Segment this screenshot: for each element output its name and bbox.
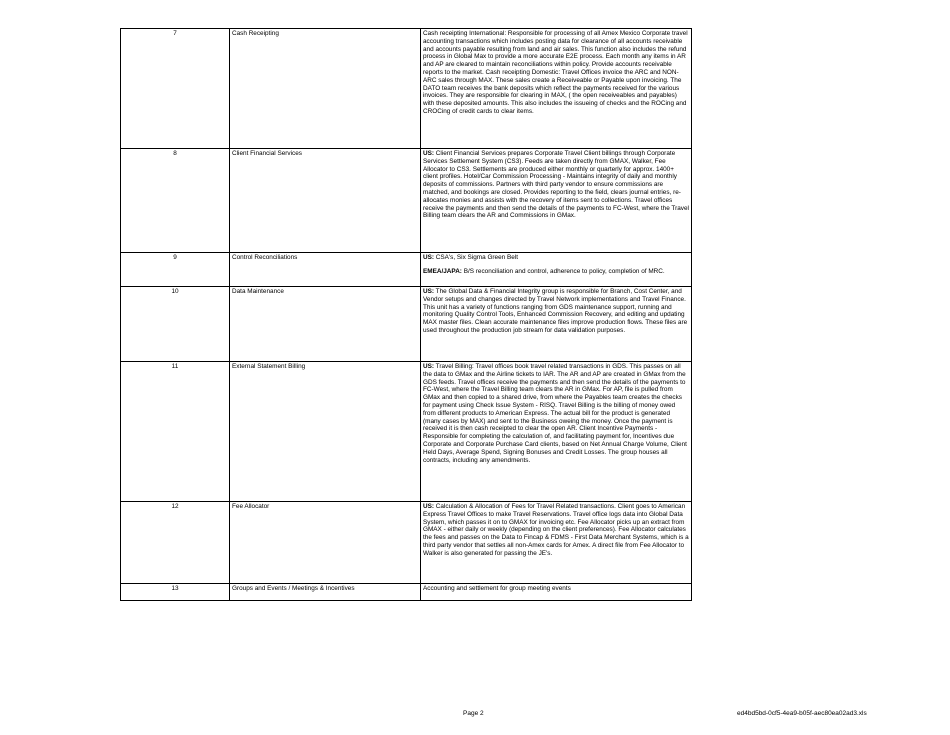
description-paragraph bbox=[423, 268, 689, 276]
description-text: Travel Billing: Travel offices book travel related transactions in GDS. This passes on all the data to GMax and the Airline tickets to IAR. The AR and AP are created in GMax from the GDS feeds. Travel offices receive the payments and then send the details of the payments to FC-West, where the Travel Billing team clears the AR in GMax. For AP, file is pulled from GMax and then copied to a shared drive, from where the Payables team creates the checks for payment using Check Issue System - RISQ. Travel Billing is the billing of money owed from different products to American Express. The actual bill for the product is generated (many cases by MAX) and sent to the Business oweing the money. Once the payment is received it is then cash receipted to clear the open AR. Client Incentive Payments - Responsible for completing the calculation of, and facilitating payment for, Incentives due Corporate and Corporate Purchase Card clients, based on Net Annual Charge Volume, Client Held Days, Average Spend, Signing Bonuses and Credit Losses. The group houses all contracts, including any amendments. bbox=[423, 363, 687, 464]
process-name: Fee Allocator bbox=[230, 502, 421, 584]
description-text: Accounting and settlement for group meeting events bbox=[423, 585, 571, 592]
process-description bbox=[421, 149, 692, 253]
region-label: US: bbox=[423, 363, 435, 370]
region-label: US: bbox=[423, 254, 435, 261]
row-number: 13 bbox=[121, 584, 230, 601]
process-name: Client Financial Services bbox=[230, 149, 421, 253]
table-row bbox=[121, 253, 692, 287]
process-name: Cash Receipting bbox=[230, 29, 421, 149]
region-label: US: bbox=[423, 150, 435, 157]
description-paragraph bbox=[423, 585, 689, 593]
description-paragraph bbox=[423, 503, 689, 558]
description-paragraph bbox=[423, 288, 689, 335]
row-number: 10 bbox=[121, 287, 230, 362]
region-label: EMEA/JAPA: bbox=[423, 267, 462, 275]
description-text: CSA's, Six Sigma Green Belt bbox=[434, 254, 518, 261]
process-description bbox=[421, 253, 692, 287]
description-text: The Global Data & Financial Integrity group is responsible for Branch, Cost Center, and Vendor setups and changes directed by Travel Network implementations and Travel Finance. This unit has a variety of functions ranging from GDS maintenance support, running and monitoring Quality Control Tools, Enhanced Commission Recovery, and editing and updating MAX master files. Clean accurate maintenance files improve production flows. These files are used throughout the production job stream for data validation purposes. bbox=[423, 288, 688, 334]
description-paragraph bbox=[423, 150, 689, 220]
row-number: 12 bbox=[121, 502, 230, 584]
process-name: Data Maintenance bbox=[230, 287, 421, 362]
table-row bbox=[121, 287, 692, 362]
process-description bbox=[421, 362, 692, 502]
description-paragraph bbox=[423, 30, 689, 116]
region-label: US: bbox=[423, 288, 435, 295]
table-row bbox=[121, 29, 692, 149]
process-name: Groups and Events / Meetings & Incentives bbox=[230, 584, 421, 601]
table-row bbox=[121, 149, 692, 253]
process-description bbox=[421, 584, 692, 601]
region-label: US: bbox=[423, 503, 435, 510]
page-number: Page 2 bbox=[463, 710, 484, 717]
process-table bbox=[120, 28, 692, 601]
description-text: Client Financial Services prepares Corporate Travel Client billings through Corporate Services Settlement System (CS3). Feeds are taken directly from GMAX, Walker, Fee Allocator to CS3. Settlements are produced either monthly or quarterly for approx. 1400+ client profiles. Hotel/Car Commission Processing - Maintains integrity of daily and monthly deposits of commissions. Partners with third party vendor to ensure commissions are matched, and bookings are closed. Provides reporting to the field, clears journal entries, re-allocates monies and assists with the recovery of items sent to collections. Travel offices receive the payments and then send the details of the payments to FC-West, where the Travel Billing team clears the AR and Commissions in GMax. bbox=[423, 150, 689, 220]
row-number: 7 bbox=[121, 29, 230, 149]
description-text: B/S reconciliation and control, adherence to policy, completion of MRC. bbox=[461, 267, 665, 275]
process-description bbox=[421, 29, 692, 149]
description-paragraph bbox=[423, 254, 689, 262]
process-name: Control Reconciliations bbox=[230, 253, 421, 287]
description-paragraph bbox=[423, 363, 689, 464]
file-name: ed4bd5bd-0cf5-4ea9-b05f-aec80ea02ad3.xls bbox=[737, 710, 867, 717]
description-text: Calculation & Allocation of Fees for Travel Related transactions. Client goes to American Express Travel Offices to make Travel Reservations. Travel office logs data into Global Data System, which passes it on to GMAX for invoicing etc. Fee Allocator picks up an extract from GMAX - either daily or weekly (depending on the client preferences). Fee Allocator calculates the fees and passes on the Data to Fincap & FDMS - First Data Merchant Systems, which is a third party vendor that settles all non-Amex cards for Amex. A direct file from Fee Allocator to Walker is also generated for passing the JE's. bbox=[423, 503, 689, 557]
row-number: 9 bbox=[121, 253, 230, 287]
table-row bbox=[121, 362, 692, 502]
description-text: Cash receipting International: Responsible for processing of all Amex Mexico Corporate travel accounting transactions which includes posting data for clearance of all accounts receivable and accounts payable resulting from land and air sales. This function also includes the refund process in Global Max to provide a more accurate E2E process. Each month any items in AR and AP are cleared to maintain reconciliations within policy. Provide accounts receivable reports to the market. Cash receipting Domestic: Travel Offices invoice the ARC and NON-ARC sales through MAX. These sales create a Receiveable or Payable upon invoicing. The DATO team receives the bank deposits which reflect the payments received for the various invoices. They are responsible for clearing in MAX, ( the open receiveables and payables) with these deposited amounts. This also includes the issueing of checks and the ROCing and CROCing of credit cards to clear items. bbox=[423, 30, 688, 115]
table-row bbox=[121, 502, 692, 584]
row-number: 11 bbox=[121, 362, 230, 502]
row-number: 8 bbox=[121, 149, 230, 253]
table-row bbox=[121, 584, 692, 601]
process-description bbox=[421, 287, 692, 362]
process-name: External Statement Billing bbox=[230, 362, 421, 502]
process-description bbox=[421, 502, 692, 584]
